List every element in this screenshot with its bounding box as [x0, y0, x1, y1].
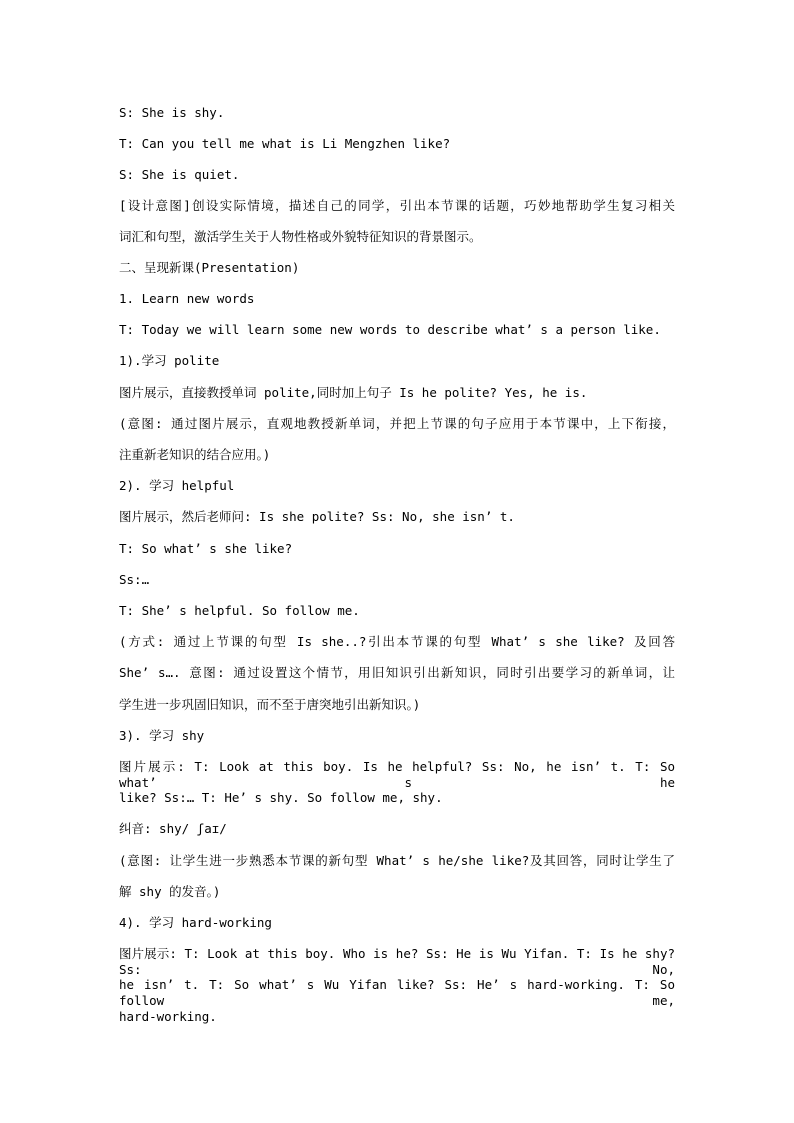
- text-line: T: Today we will learn some new words to describe what’ s a person like.: [119, 322, 661, 337]
- text-line: 图片展示: T: Look at this boy. Who is he? Ss: He is Wu Yifan. T: Is he shy? Ss: No,: [119, 946, 675, 977]
- text-line: hard-working.: [119, 1009, 217, 1024]
- text-line: (意图: 通过图片展示，直观地教授新单词，并把上节课的句子应用于本节课中，上下衔接，: [119, 416, 675, 431]
- text-line: 纠音: shy/ ʃaɪ/: [119, 821, 227, 836]
- text-line: T: She’ s helpful. So follow me.: [119, 603, 360, 618]
- text-line: She’ s…. 意图: 通过设置这个情节，用旧知识引出新知识，同时引出要学习的新单词，让: [119, 665, 675, 680]
- text-line: 解 shy 的发音。): [119, 884, 221, 899]
- text-line: 词汇和句型，激活学生关于人物性格或外貌特征知识的背景图示。: [119, 229, 482, 244]
- text-line: 3). 学习 shy: [119, 728, 205, 743]
- text-line: 4). 学习 hard-working: [119, 915, 272, 930]
- text-line: T: So what’ s she like?: [119, 541, 293, 556]
- text-line: 图片展示，直接教授单词 polite,同时加上句子 Is he polite? Yes, he is.: [119, 385, 588, 400]
- text-line: 图片展示，然后老师问: Is she polite? Ss: No, she isn’ t.: [119, 509, 515, 524]
- text-line: (意图: 让学生进一步熟悉本节课的新句型 What’ s he/she like?及其回答，同时让学生了: [119, 853, 675, 868]
- text-line: 2). 学习 helpful: [119, 478, 235, 493]
- text-line: (方式: 通过上节课的句型 Is she..?引出本节课的句型 What’ s she like? 及回答: [119, 634, 675, 649]
- text-line: 1).学习 polite: [119, 353, 220, 368]
- text-line: 注重新老知识的结合应用。): [119, 447, 271, 462]
- text-line: 图片展示: T: Look at this boy. Is he helpful? Ss: No, he isn’ t. T: So what’ s he: [119, 759, 675, 790]
- text-line: 学生进一步巩固旧知识，而不至于唐突地引出新知识。): [119, 697, 421, 712]
- text-line: S: She is quiet.: [119, 167, 240, 182]
- text-line: Ss:…: [119, 572, 150, 587]
- text-line: he isn’ t. T: So what’ s Wu Yifan like? Ss: He’ s hard-working. T: So follow me,: [119, 977, 675, 1008]
- text-line: [设计意图]创设实际情境，描述自己的同学，引出本节课的话题，巧妙地帮助学生复习相关: [119, 198, 675, 213]
- text-line: T: Can you tell me what is Li Mengzhen like?: [119, 136, 451, 151]
- text-line: like? Ss:… T: He’ s shy. So follow me, shy.: [119, 790, 443, 805]
- section-heading: 二、呈现新课(Presentation): [119, 260, 300, 275]
- text-line: S: She is shy.: [119, 105, 225, 120]
- text-line: 1. Learn new words: [119, 291, 255, 306]
